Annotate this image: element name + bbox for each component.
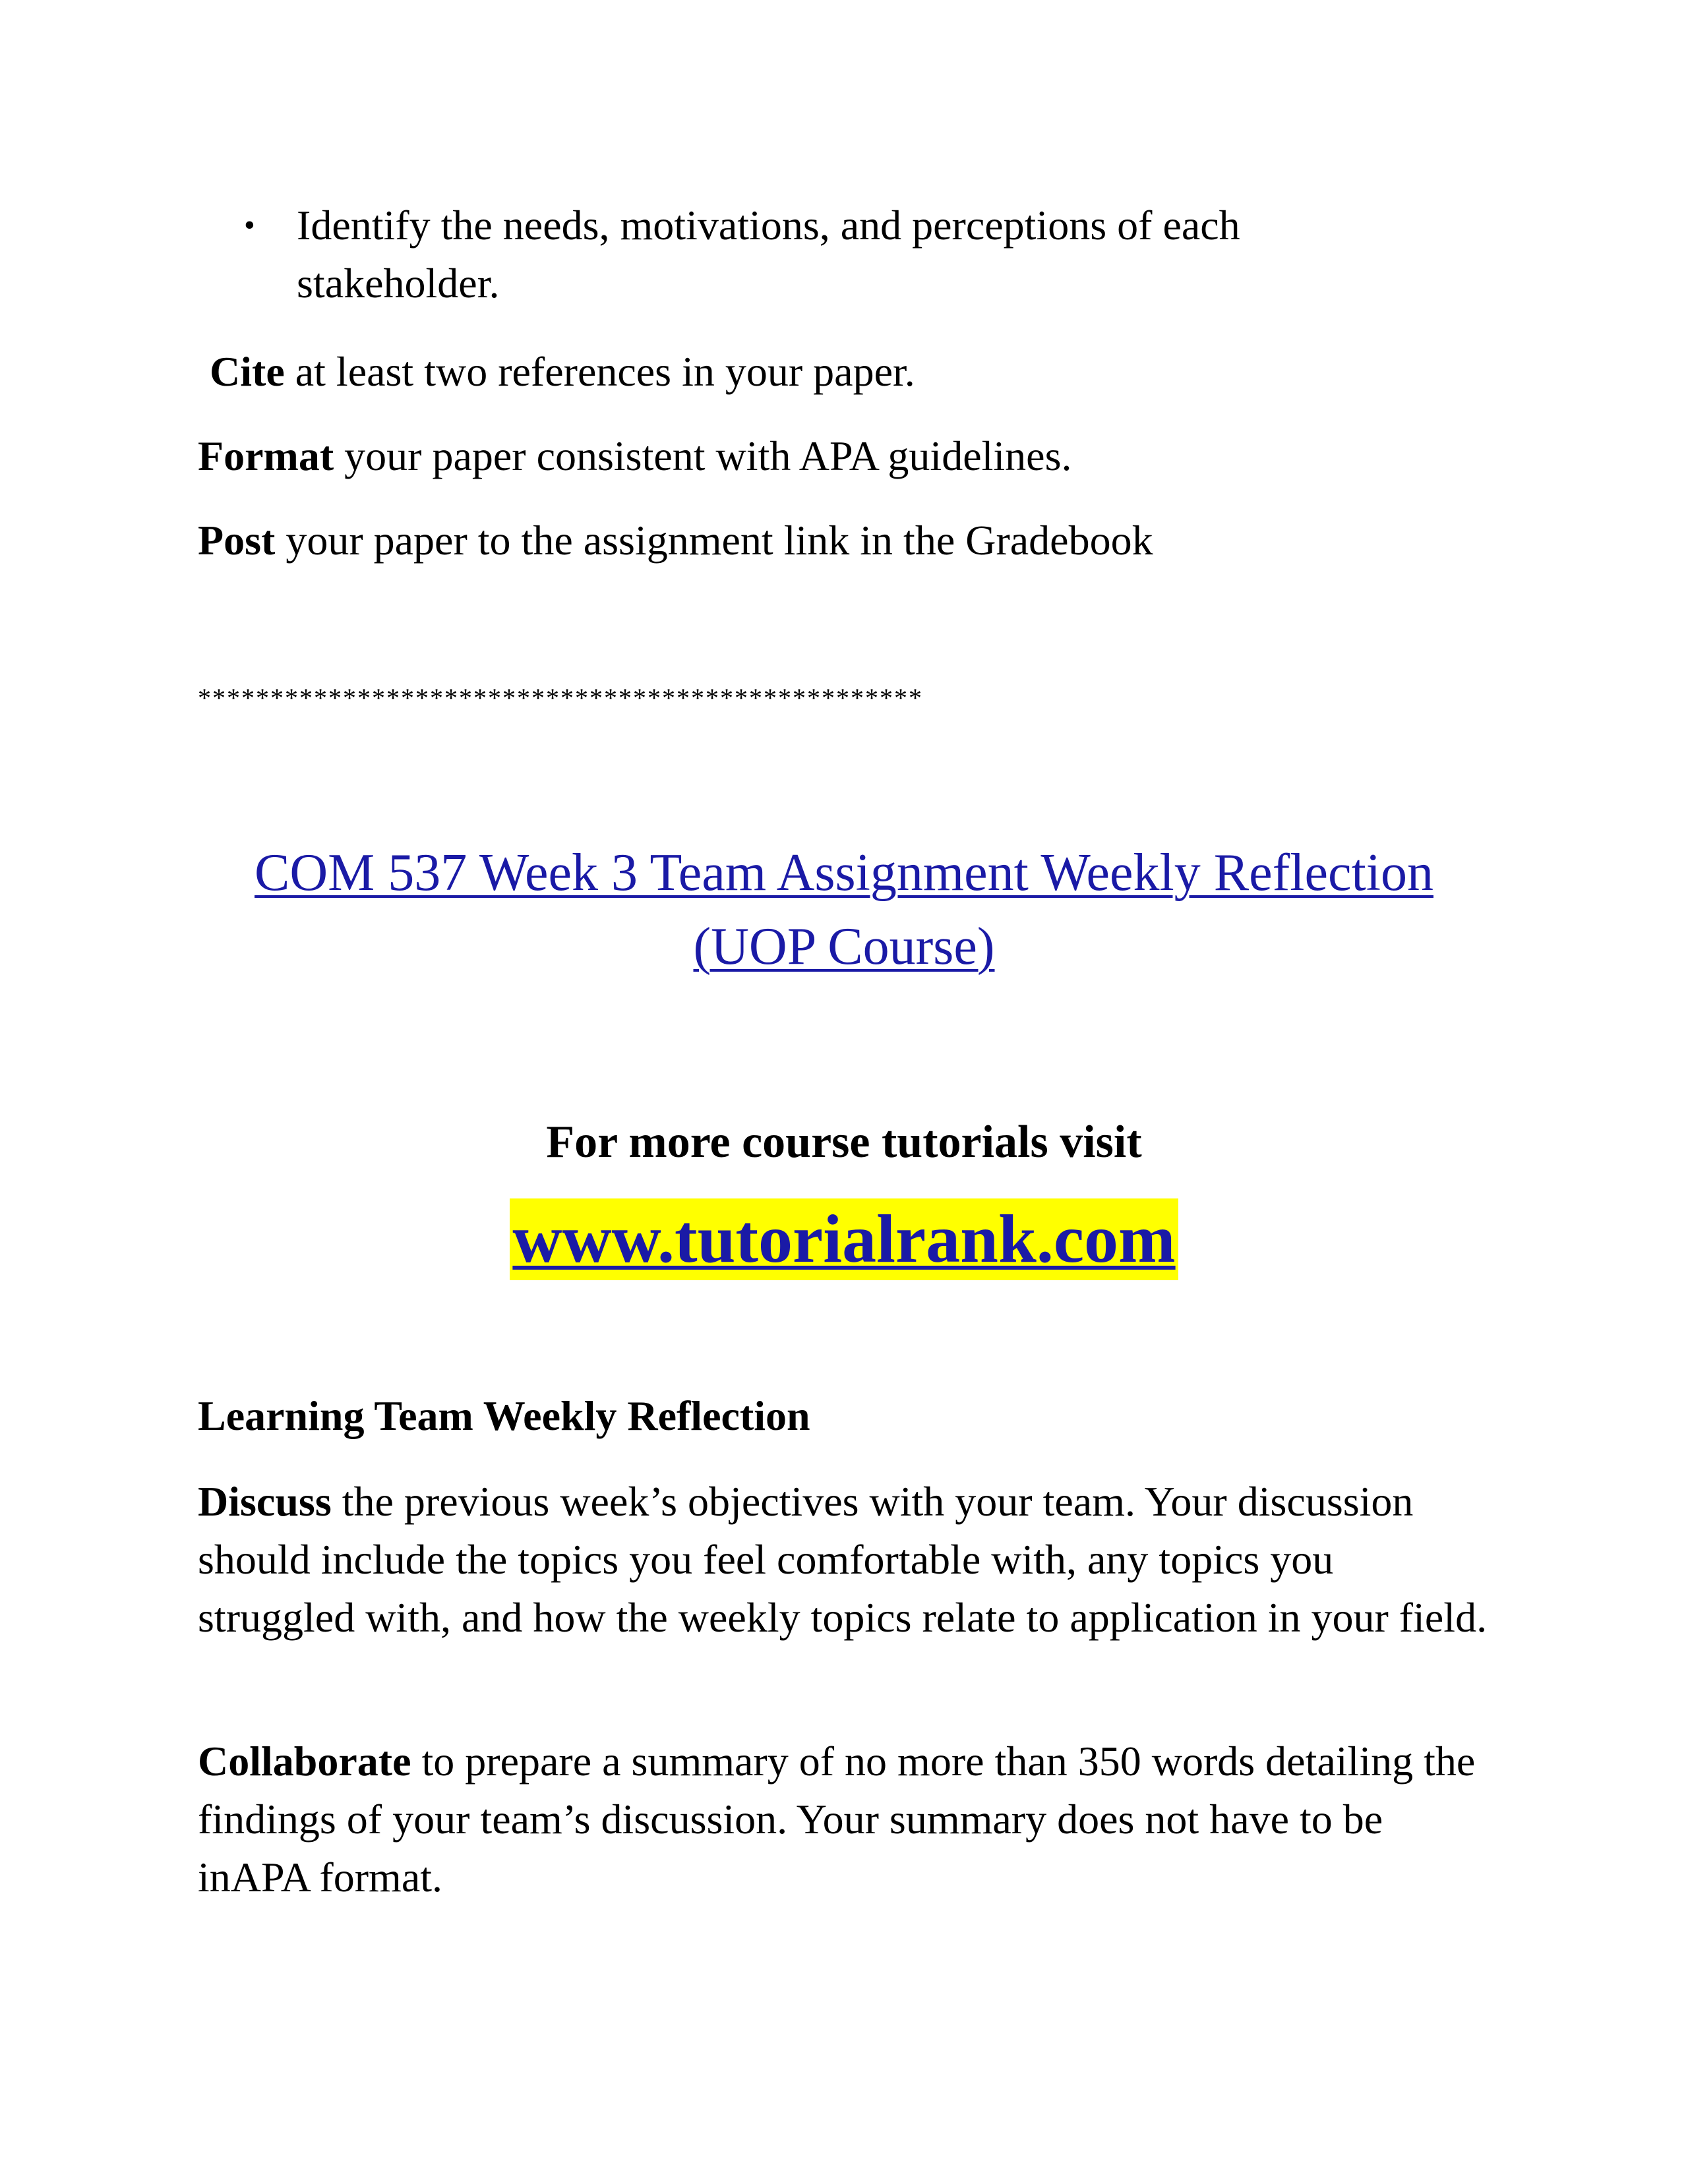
discuss-text: the previous week’s objectives with your team. Your discussion should include the topics you feel comfortable with, any topics you struggled with, and how the weekly topics relate to application in your field. <box>198 1478 1488 1641</box>
course-title-line2: (UOP Course) <box>693 918 995 976</box>
collaborate-text: to prepare a summary of no more than 350 words detailing the findings of your team’s discussion. Your summary does not have to be inAPA format. <box>198 1738 1476 1901</box>
discuss-keyword: Discuss <box>198 1478 332 1525</box>
bullet-text: Identify the needs, motivations, and perceptions of each stakeholder. <box>297 202 1240 307</box>
post-instruction <box>198 512 1153 570</box>
format-text: your paper consistent with APA guidelines. <box>334 432 1072 479</box>
post-keyword: Post <box>198 517 276 564</box>
separator-stars: ************************************************** <box>198 683 923 713</box>
collaborate-keyword: Collaborate <box>198 1738 411 1785</box>
visit-heading: For more course tutorials visit <box>546 1117 1142 1167</box>
site-link-container <box>185 1198 1503 1280</box>
discuss-paragraph <box>198 1473 1490 1647</box>
section-heading: Learning Team Weekly Reflection <box>198 1392 810 1439</box>
collaborate-paragraph <box>198 1732 1490 1906</box>
course-title-link[interactable] <box>185 836 1503 984</box>
bullet-dot-icon: • <box>244 208 255 243</box>
post-text: your paper to the assignment link in the Gradebook <box>275 517 1153 564</box>
site-url-link[interactable]: www.tutorialrank.com <box>510 1198 1178 1280</box>
format-keyword: Format <box>198 432 334 479</box>
course-title-line1: COM 537 Week 3 Team Assignment Weekly Reflection <box>255 844 1433 902</box>
cite-instruction <box>210 343 915 401</box>
format-instruction <box>198 427 1071 485</box>
cite-text: at least two references in your paper. <box>284 348 915 395</box>
cite-keyword: Cite <box>210 348 285 395</box>
